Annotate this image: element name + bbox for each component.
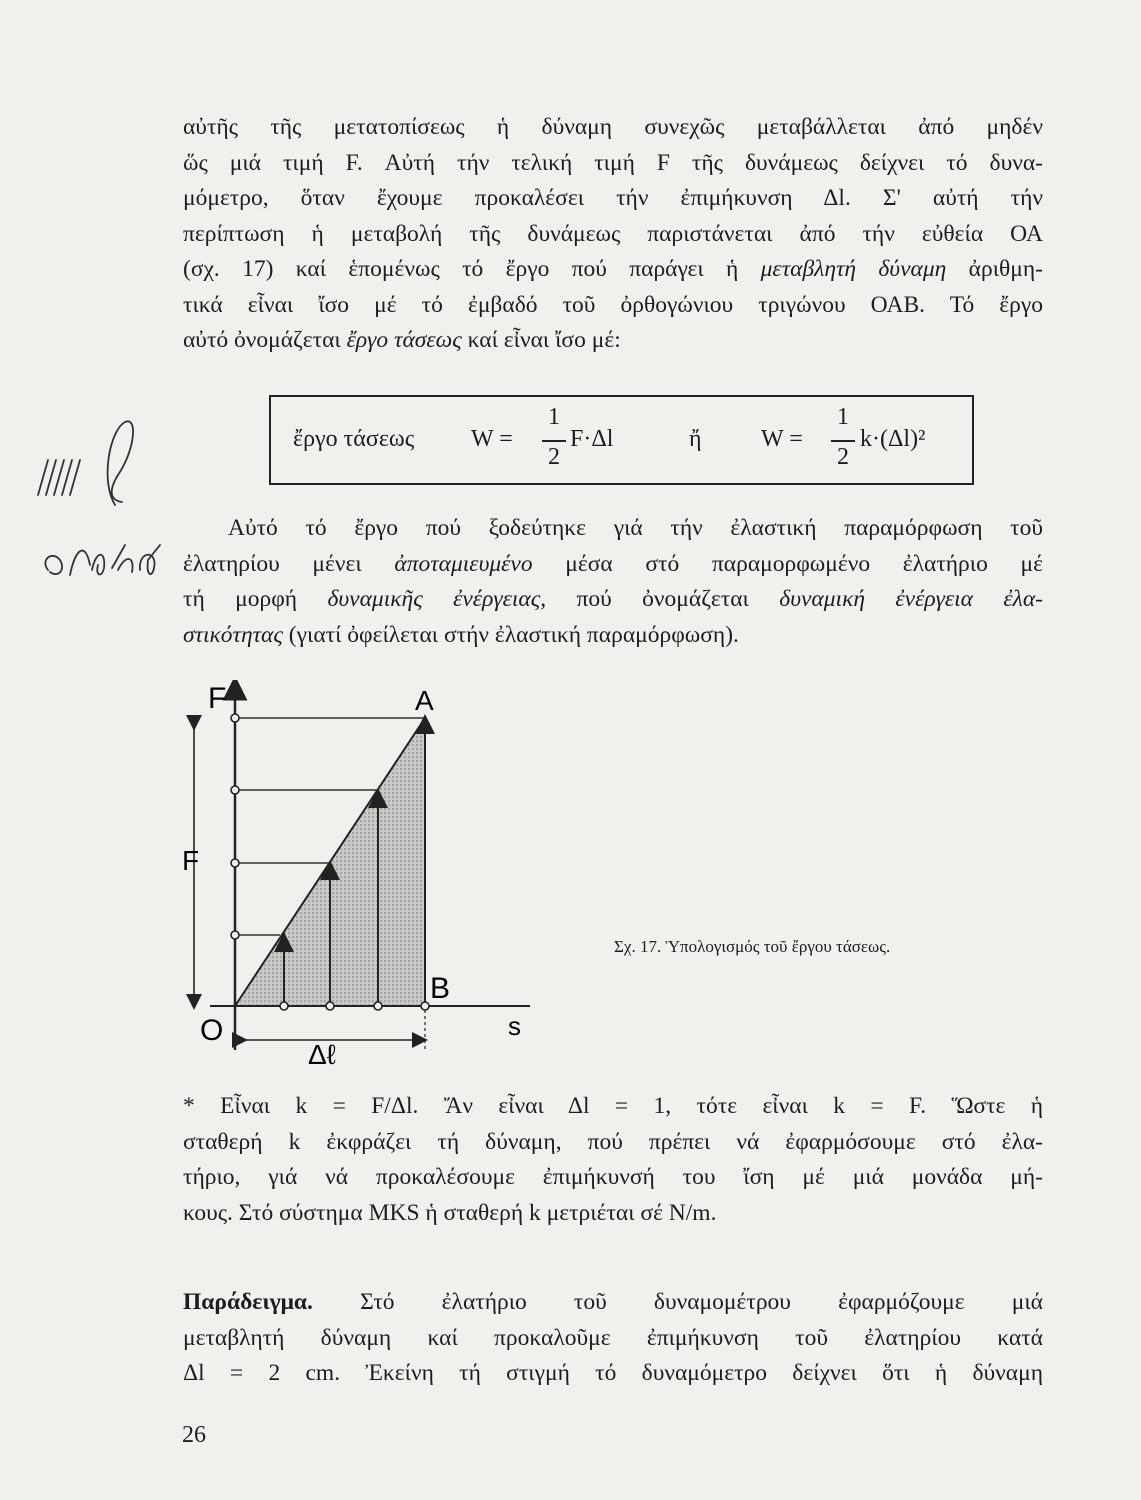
text-line: τή μορφή δυναμικῆς ἐνέργειας, πού ὀνομάζεται δυναμική ἐνέργεια ἐλα-	[183, 586, 1044, 612]
label-delta-l: Δℓ	[308, 1039, 336, 1070]
margin-note-text: ///// ℓ ισχάρα	[30, 410, 36, 411]
text-line: (σχ. 17) καί ἑπομένως τό ἔργο πού παράγει ἡ μεταβλητή δύναμη ἀριθμη-	[183, 256, 1044, 282]
tension-work-formula-box	[269, 395, 974, 485]
fraction-denominator-2: 2	[837, 444, 849, 470]
text-line: αὐτό ὀνομάζεται ἔργο τάσεως καί εἶναι ἴσο μέ:	[183, 327, 621, 353]
example-heading: Παράδειγμα.	[183, 1289, 313, 1315]
formula-lhs-1: W =	[471, 426, 513, 452]
text-line: στικότητας (γιατί ὀφείλεται στήν ἐλαστική παραμόρφωση).	[183, 621, 739, 648]
fraction-numerator-1: 1	[548, 404, 560, 430]
paragraph-work-of-variable-force	[183, 110, 1043, 359]
text-line: ἐλατηρίου μένει ἀποταμιευμένο μέσα στό παραμορφωμένο ἐλατήριο μέ	[183, 550, 1043, 577]
text-line: μόμετρο, ὅταν ἔχουμε προκαλέσει τήν ἐπιμήκυνση Δl. Σ' αὐτή τήν	[183, 185, 1043, 211]
example-paragraph	[183, 1285, 1043, 1392]
paragraph-potential-energy	[183, 511, 1043, 653]
formula-rhs-1: F·Δl	[570, 426, 614, 452]
fraction-numerator-2: 1	[837, 404, 849, 430]
figure-caption: Σχ. 17. Ὑπολογισμός τοῦ ἔργου τάσεως.	[614, 937, 891, 956]
text-line: Αὐτό τό ἔργο πού ξοδεύτηκε γιά τήν ἐλαστική παραμόρφωση τοῦ	[228, 515, 1043, 541]
label-f-axis: F	[208, 682, 227, 715]
emphasis-variable-force: μεταβλητή δύναμη	[760, 256, 947, 282]
text-line: κους. Στό σύστημα MKS ἡ σταθερή k μετριέται σέ N/m.	[183, 1199, 717, 1226]
label-a: A	[415, 685, 434, 716]
force-displacement-diagram	[180, 680, 540, 1070]
fraction-bar-1	[542, 440, 566, 442]
label-f-magnitude: F	[182, 845, 200, 876]
text-line: Δl = 2 cm. Ἐκείνη τή στιγμή τό δυναμόμετρο δείχνει ὅτι ἡ δύναμη	[183, 1360, 1043, 1386]
footnote-spring-constant	[183, 1089, 1043, 1231]
text-line: * Εἶναι k = F/Δl. Ἄν εἶναι Δl = 1, τότε εἶναι k = F. Ὥστε ἡ	[183, 1093, 1043, 1119]
text-line: τήριο, γιά νά προκαλέσουμε ἐπιμήκυνσή του ἴση μέ μιά μονάδα μή-	[183, 1164, 1043, 1190]
fraction-denominator-1: 2	[548, 444, 560, 470]
text-line: αὐτῆς τῆς μετατοπίσεως ἡ δύναμη συνεχῶς μεταβάλλεται ἀπό μηδέν	[183, 114, 1043, 140]
label-s: s	[508, 1011, 521, 1041]
text-line: Παράδειγμα. Στό ἐλατήριο τοῦ δυναμομέτρου ἐφαρμόζουμε μιά	[183, 1289, 1043, 1315]
text-line: ὥς μιά τιμή F. Αὐτή τήν τελική τιμή F τῆς δυνάμεως δείχνει τό δυνα-	[183, 149, 1043, 176]
handwritten-margin-note	[30, 410, 190, 610]
page-number: 26	[182, 1422, 206, 1448]
text-line: τικά εἶναι ἴσο μέ τό ἐμβαδό τοῦ ὀρθογώνιου τριγώνου ΟΑΒ. Τό ἔργο	[183, 291, 1043, 318]
text-line: σταθερή k ἐκφράζει τή δύναμη, πού πρέπει νά ἐφαρμόσουμε στό ἐλα-	[183, 1128, 1043, 1155]
formula-lhs-2: W =	[761, 426, 803, 452]
text-line: περίπτωση ἡ μεταβολή τῆς δυνάμεως παριστάνεται ἀπό τήν εὐθεία ΟΑ	[183, 220, 1043, 247]
emphasis-tension-work: ἔργο τάσεως	[346, 327, 462, 353]
formula-rhs-2: k·(Δl)²	[860, 426, 926, 452]
label-b: B	[430, 972, 451, 1005]
formula-or: ἤ	[689, 426, 702, 452]
fraction-bar-2	[831, 440, 855, 442]
formula-label: ἔργο τάσεως	[293, 426, 415, 452]
text-line: μεταβλητή δύναμη καί προκαλοῦμε ἐπιμήκυνση τοῦ ἐλατηρίου κατά	[183, 1324, 1043, 1351]
label-o: O	[200, 1014, 224, 1047]
